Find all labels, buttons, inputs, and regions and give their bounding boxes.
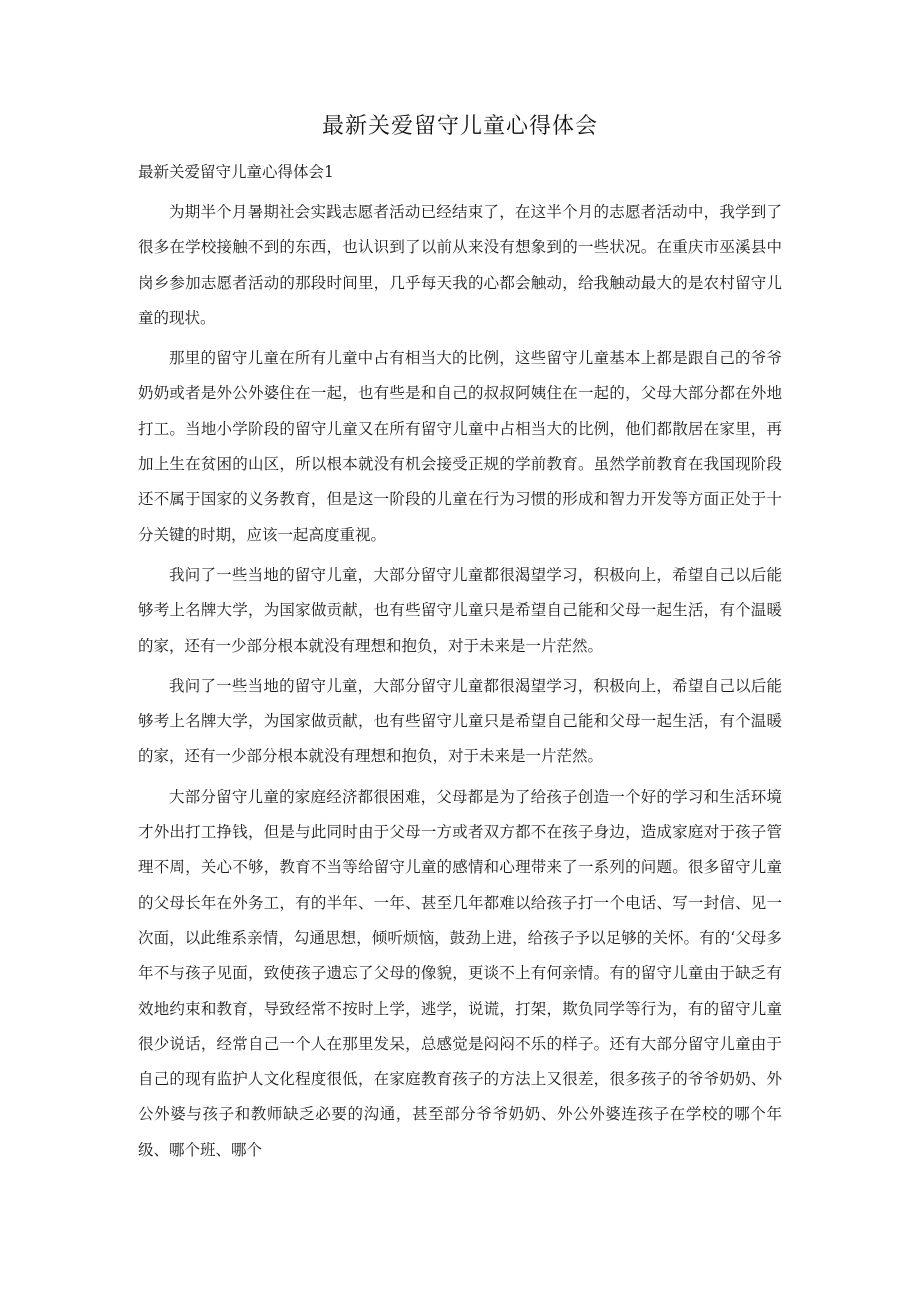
paragraph-4: 我问了一些当地的留守儿童，大部分留守儿童都很渴望学习，积极向上，希望自己以后能够考上名牌大学，为国家做贡献，也有些留守儿童只是希望自己能和父母一起生活，有个温暖的家，还有一少部分根本就没有理想和抱负，对于未来是一片茫然。: [138, 676, 782, 766]
document-title: 最新关爱留守儿童心得体会: [321, 114, 598, 139]
paragraph-5: 大部分留守儿童的家庭经济都很困难，父母都是为了给孩子创造一个好的学习和生活环境才外出打工挣钱，但是与此同时由于父母一方或者双方都不在孩子身边，造成家庭对于孩子管理不周，关心不够，教育不当等给留守儿童的感情和心理带来了一系列的问题。很多留守儿童的父母长年在外务工，有的半年、一年、甚至几年都难以给孩子打一个电话、写一封信、见一次面，以此维系亲情，勾通思想，倾听烦恼，鼓劲上进，给孩子予以足够的关怀。有的‘父母多年不与孩子见面，致使孩子遗忘了父母的像貌，更谈不上有何亲情。有的留守儿童由于缺乏有效地约束和教育，导致经常不按时上学，逃学，说谎，打架，欺负同学等行为，有的留守儿童很少说话，经常自己一个人在那里发呆，总感觉是闷闷不乐的样子。还有大部分留守儿童由于自己的现有监护人文化程度很低，在家庭教育孩子的方法上又很差，很多孩子的爷爷奶奶、外公外婆与孩子和教师缺乏必要的沟通，甚至部分爷爷奶奶、外公外婆连孩子在学校的哪个年级、哪个班、哪个: [138, 787, 782, 1159]
section-heading: 最新关爱留守儿童心得体会1: [138, 163, 334, 181]
paragraph-2: 那里的留守儿童在所有儿童中占有相当大的比例，这些留守儿童基本上都是跟自己的爷爷奶奶或者是外公外婆住在一起，也有些是和自己的叔叔阿姨住在一起的，父母大部分都在外地打工。当地小学阶段的留守儿童又在所有留守儿童中占相当大的比例，他们都散居在家里，再加上生在贫困的山区，所以根本就没有机会接受正规的学前教育。虽然学前教育在我国现阶段还不属于国家的义务教育，但是这一阶段的儿童在行为习惯的形成和智力开发等方面正处于十分关键的时期，应该一起高度重视。: [138, 349, 782, 544]
paragraph-3: 我问了一些当地的留守儿童，大部分留守儿童都很渴望学习，积极向上，希望自己以后能够考上名牌大学，为国家做贡献，也有些留守儿童只是希望自己能和父母一起生活，有个温暖的家，还有一少部分根本就没有理想和抱负，对于未来是一片茫然。: [138, 565, 782, 655]
document-body: [138, 195, 782, 1173]
paragraph-1: 为期半个月暑期社会实践志愿者活动已经结束了，在这半个月的志愿者活动中，我学到了很多在学校接触不到的东西，也认识到了以前从来没有想象到的一些状况。在重庆市巫溪县中岗乡参加志愿者活动的那段时间里，几乎每天我的心都会触动，给我触动最大的是农村留守儿童的现状。: [138, 203, 782, 327]
